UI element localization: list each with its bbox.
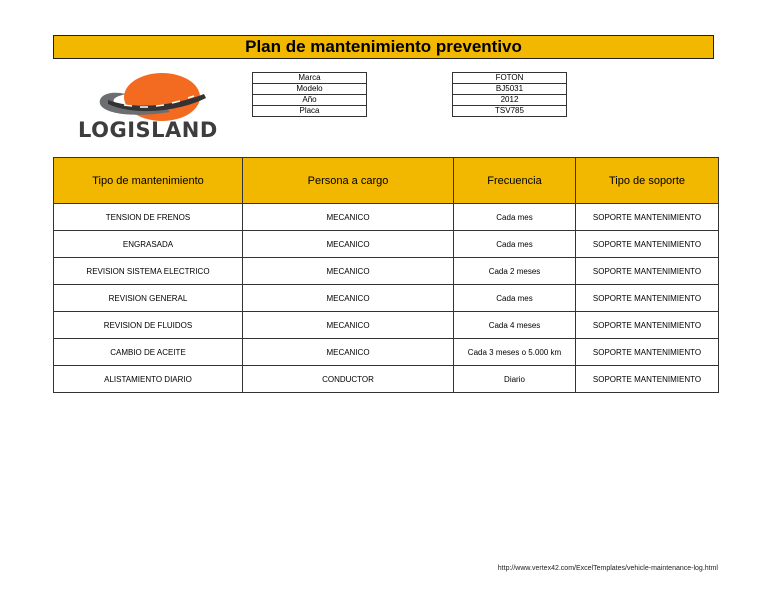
header-frecuencia: Frecuencia	[454, 158, 576, 204]
cell-tipo: ALISTAMIENTO DIARIO	[54, 366, 243, 393]
cell-frecuencia: Cada mes	[454, 285, 576, 312]
info-label: Placa	[253, 106, 367, 117]
cell-persona: MECANICO	[243, 339, 454, 366]
table-row	[54, 285, 719, 312]
cell-frecuencia: Diario	[454, 366, 576, 393]
cell-soporte: SOPORTE MANTENIMIENTO	[576, 339, 719, 366]
vehicle-info-labels	[252, 72, 367, 117]
footer-url[interactable]: http://www.vertex42.com/ExcelTemplates/vehicle-maintenance-log.html	[497, 565, 718, 572]
cell-persona: CONDUCTOR	[243, 366, 454, 393]
page-title: Plan de mantenimiento preventivo	[53, 35, 714, 59]
cell-soporte: SOPORTE MANTENIMIENTO	[576, 366, 719, 393]
maintenance-table	[53, 157, 719, 393]
info-label: Marca	[253, 73, 367, 84]
table-header-row	[54, 158, 719, 204]
cell-soporte: SOPORTE MANTENIMIENTO	[576, 312, 719, 339]
cell-tipo: REVISION DE FLUIDOS	[54, 312, 243, 339]
info-value: TSV785	[453, 106, 567, 117]
table-row	[54, 258, 719, 285]
table-row	[54, 366, 719, 393]
cell-persona: MECANICO	[243, 204, 454, 231]
cell-tipo: ENGRASADA	[54, 231, 243, 258]
header-persona-cargo: Persona a cargo	[243, 158, 454, 204]
logo-text: LOGISLAND	[78, 118, 218, 142]
cell-persona: MECANICO	[243, 231, 454, 258]
cell-soporte: SOPORTE MANTENIMIENTO	[576, 285, 719, 312]
cell-persona: MECANICO	[243, 285, 454, 312]
info-value: 2012	[453, 95, 567, 106]
cell-frecuencia: Cada mes	[454, 204, 576, 231]
cell-persona: MECANICO	[243, 312, 454, 339]
vehicle-info-values	[452, 72, 567, 117]
cell-soporte: SOPORTE MANTENIMIENTO	[576, 231, 719, 258]
cell-frecuencia: Cada 4 meses	[454, 312, 576, 339]
info-value: BJ5031	[453, 84, 567, 95]
cell-tipo: REVISION GENERAL	[54, 285, 243, 312]
cell-frecuencia: Cada mes	[454, 231, 576, 258]
info-value: FOTON	[453, 73, 567, 84]
table-row	[54, 204, 719, 231]
cell-soporte: SOPORTE MANTENIMIENTO	[576, 258, 719, 285]
info-label: Año	[253, 95, 367, 106]
cell-soporte: SOPORTE MANTENIMIENTO	[576, 204, 719, 231]
table-row	[54, 231, 719, 258]
cell-tipo: TENSION DE FRENOS	[54, 204, 243, 231]
info-label: Modelo	[253, 84, 367, 95]
table-row	[54, 339, 719, 366]
table-row	[54, 312, 719, 339]
cell-tipo: CAMBIO DE ACEITE	[54, 339, 243, 366]
header-tipo-mantenimiento: Tipo de mantenimiento	[54, 158, 243, 204]
cell-persona: MECANICO	[243, 258, 454, 285]
cell-frecuencia: Cada 2 meses	[454, 258, 576, 285]
cell-frecuencia: Cada 3 meses o 5.000 km	[454, 339, 576, 366]
header-tipo-soporte: Tipo de soporte	[576, 158, 719, 204]
cell-tipo: REVISION SISTEMA ELECTRICO	[54, 258, 243, 285]
